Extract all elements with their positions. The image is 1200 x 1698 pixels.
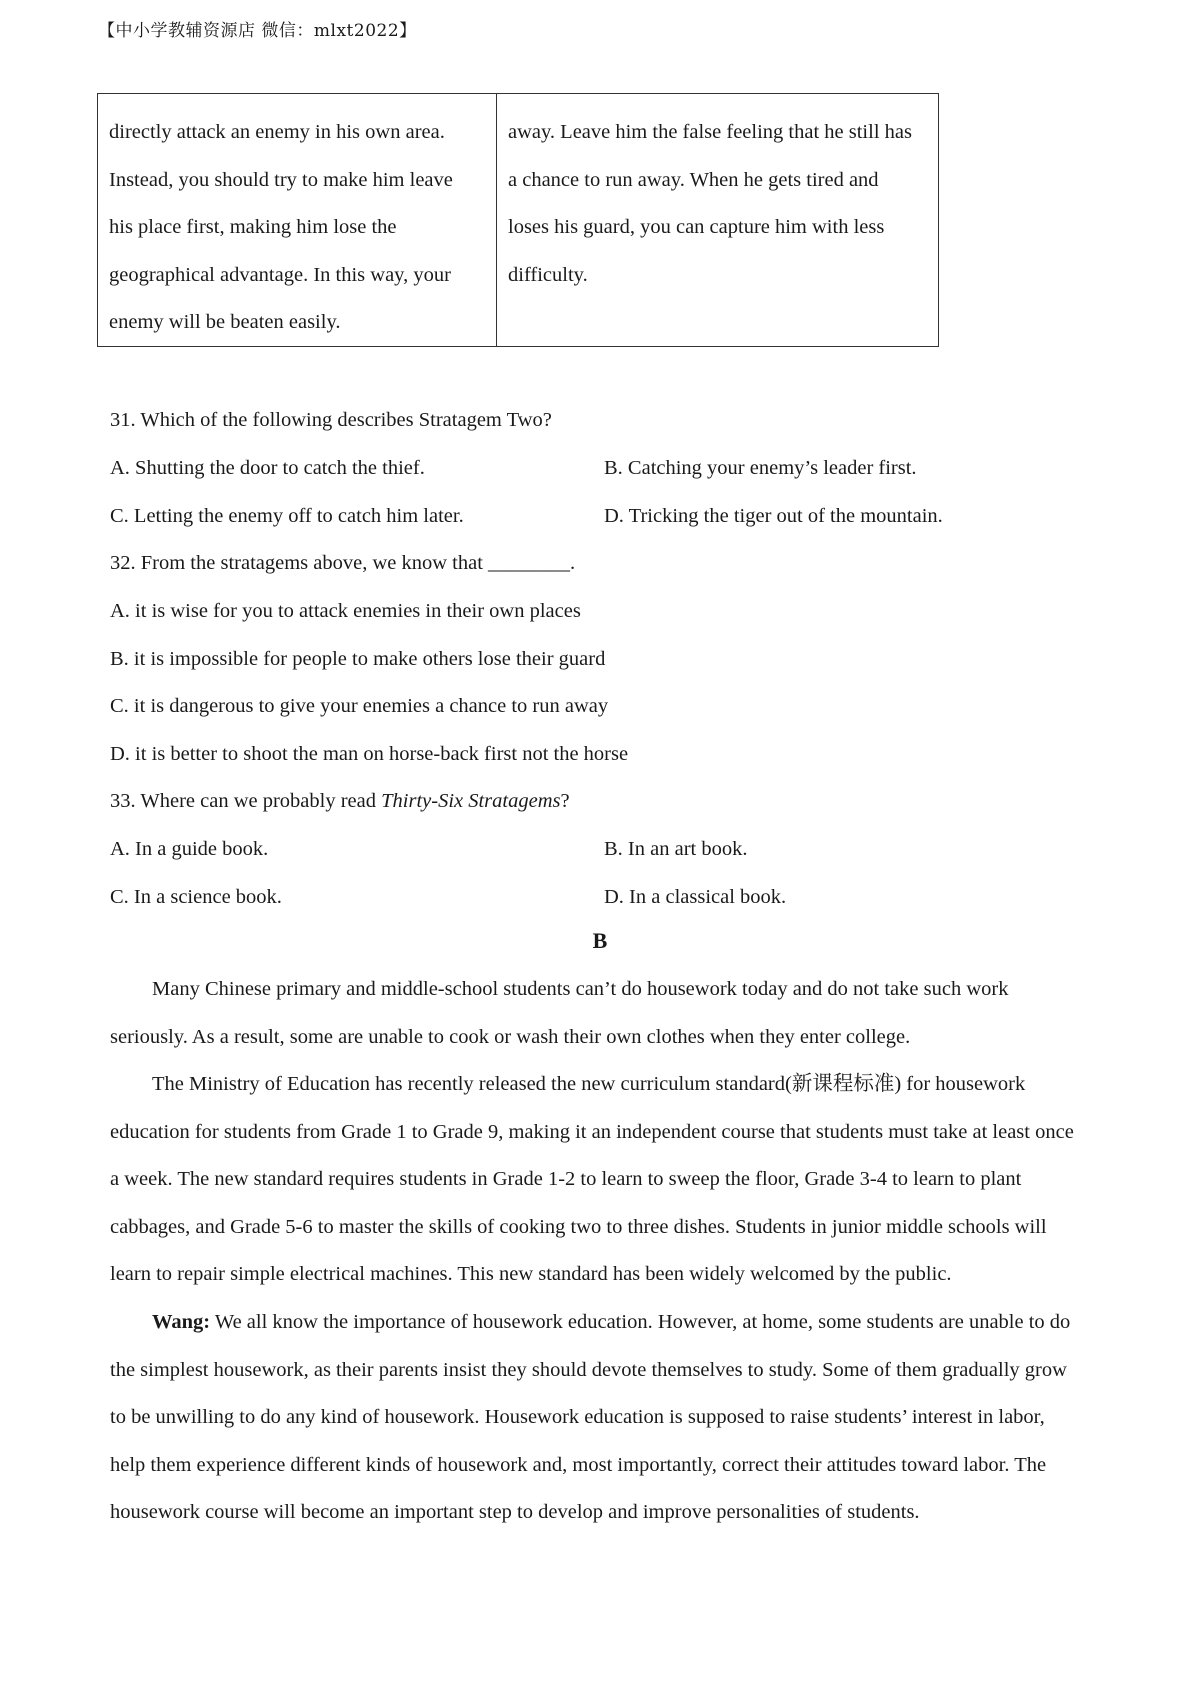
table-line: his place first, making him lose the <box>109 216 397 238</box>
paragraph-line: Many Chinese primary and middle-school students can’t do housework today and do not take such work <box>152 978 1009 1000</box>
question-31-option-d: D. Tricking the tiger out of the mountain. <box>604 505 943 527</box>
question-32-option-a: A. it is wise for you to attack enemies in their own places <box>110 600 581 622</box>
question-33-stem-prefix: 33. Where can we probably read <box>110 790 382 812</box>
page-header-watermark: 【中小学教辅资源店 微信：mlxt2022】 <box>98 21 417 41</box>
paragraph-line: learn to repair simple electrical machines. This new standard has been widely welcomed by the public. <box>110 1263 952 1285</box>
question-32-stem: 32. From the stratagems above, we know that ________. <box>110 552 576 574</box>
table-cell-left <box>98 94 497 346</box>
book-title: Thirty-Six Stratagems <box>381 790 561 812</box>
paragraph-line <box>110 1299 1110 1347</box>
question-31-option-a: A. Shutting the door to catch the thief. <box>110 457 425 479</box>
paragraph-line: cabbages, and Grade 5-6 to master the skills of cooking two to three dishes. Students in junior middle schools will <box>110 1215 1047 1238</box>
question-33-option-b: B. In an art book. <box>604 838 748 860</box>
question-32-option-c: C. it is dangerous to give your enemies a chance to run away <box>110 695 609 717</box>
paragraph-line: a week. The new standard requires students in Grade 1-2 to learn to sweep the floor, Grade 3-4 to learn to plant <box>110 1168 1022 1190</box>
paragraph-line: help them experience different kinds of housework and, most importantly, correct their attitudes toward labor. The <box>110 1453 1047 1476</box>
table-line: loses his guard, you can capture him with less <box>508 216 885 238</box>
question-33-option-d: D. In a classical book. <box>604 886 787 908</box>
question-33-stem-suffix: ? <box>560 790 570 812</box>
question-31-option-c: C. Letting the enemy off to catch him later. <box>110 505 464 527</box>
question-33-stem <box>110 787 570 815</box>
question-31-stem: 31. Which of the following describes Stratagem Two? <box>110 409 552 431</box>
question-32-option-b: B. it is impossible for people to make others lose their guard <box>110 648 606 670</box>
stratagem-table <box>97 93 939 347</box>
table-line: enemy will be beaten easily. <box>109 311 341 333</box>
table-line: a chance to run away. When he gets tired and <box>508 168 879 191</box>
table-line: geographical advantage. In this way, your <box>109 263 451 286</box>
table-line: away. Leave him the false feeling that he still has <box>508 121 912 143</box>
table-cell-right <box>497 94 938 346</box>
paragraph-text: We all know the importance of housework education. However, at home, some students are unable to do <box>210 1311 1071 1333</box>
paragraph-line: to be unwilling to do any kind of housework. Housework education is supposed to raise students’ interest in labor, <box>110 1406 1045 1428</box>
table-line: difficulty. <box>508 263 588 286</box>
section-b-paragraph-1 <box>110 966 1110 1061</box>
paragraph-line: The Ministry of Education has recently released the new curriculum standard(新课程标准) for housework <box>152 1073 1026 1095</box>
paragraph-line: housework course will become an important step to develop and improve personalities of students. <box>110 1501 920 1523</box>
section-b-paragraph-2 <box>110 1061 1110 1299</box>
section-b-paragraph-3 <box>110 1299 1110 1537</box>
speaker-name: Wang: <box>152 1311 211 1333</box>
section-b-title: B <box>592 928 608 953</box>
table-line: Instead, you should try to make him leave <box>109 168 453 191</box>
question-32-option-d: D. it is better to shoot the man on horse-back first not the horse <box>110 743 629 765</box>
question-33-option-c: C. In a science book. <box>110 886 282 908</box>
paragraph-line: education for students from Grade 1 to Grade 9, making it an independent course that students must take at least once <box>110 1120 1074 1143</box>
question-33-option-a: A. In a guide book. <box>110 838 269 860</box>
question-31-option-b: B. Catching your enemy’s leader first. <box>604 457 917 479</box>
paragraph-line: seriously. As a result, some are unable to cook or wash their own clothes when they enter college. <box>110 1025 911 1048</box>
paragraph-line: the simplest housework, as their parents insist they should devote themselves to study. Some of them gradually grow <box>110 1358 1067 1381</box>
table-line: directly attack an enemy in his own area. <box>109 121 445 143</box>
